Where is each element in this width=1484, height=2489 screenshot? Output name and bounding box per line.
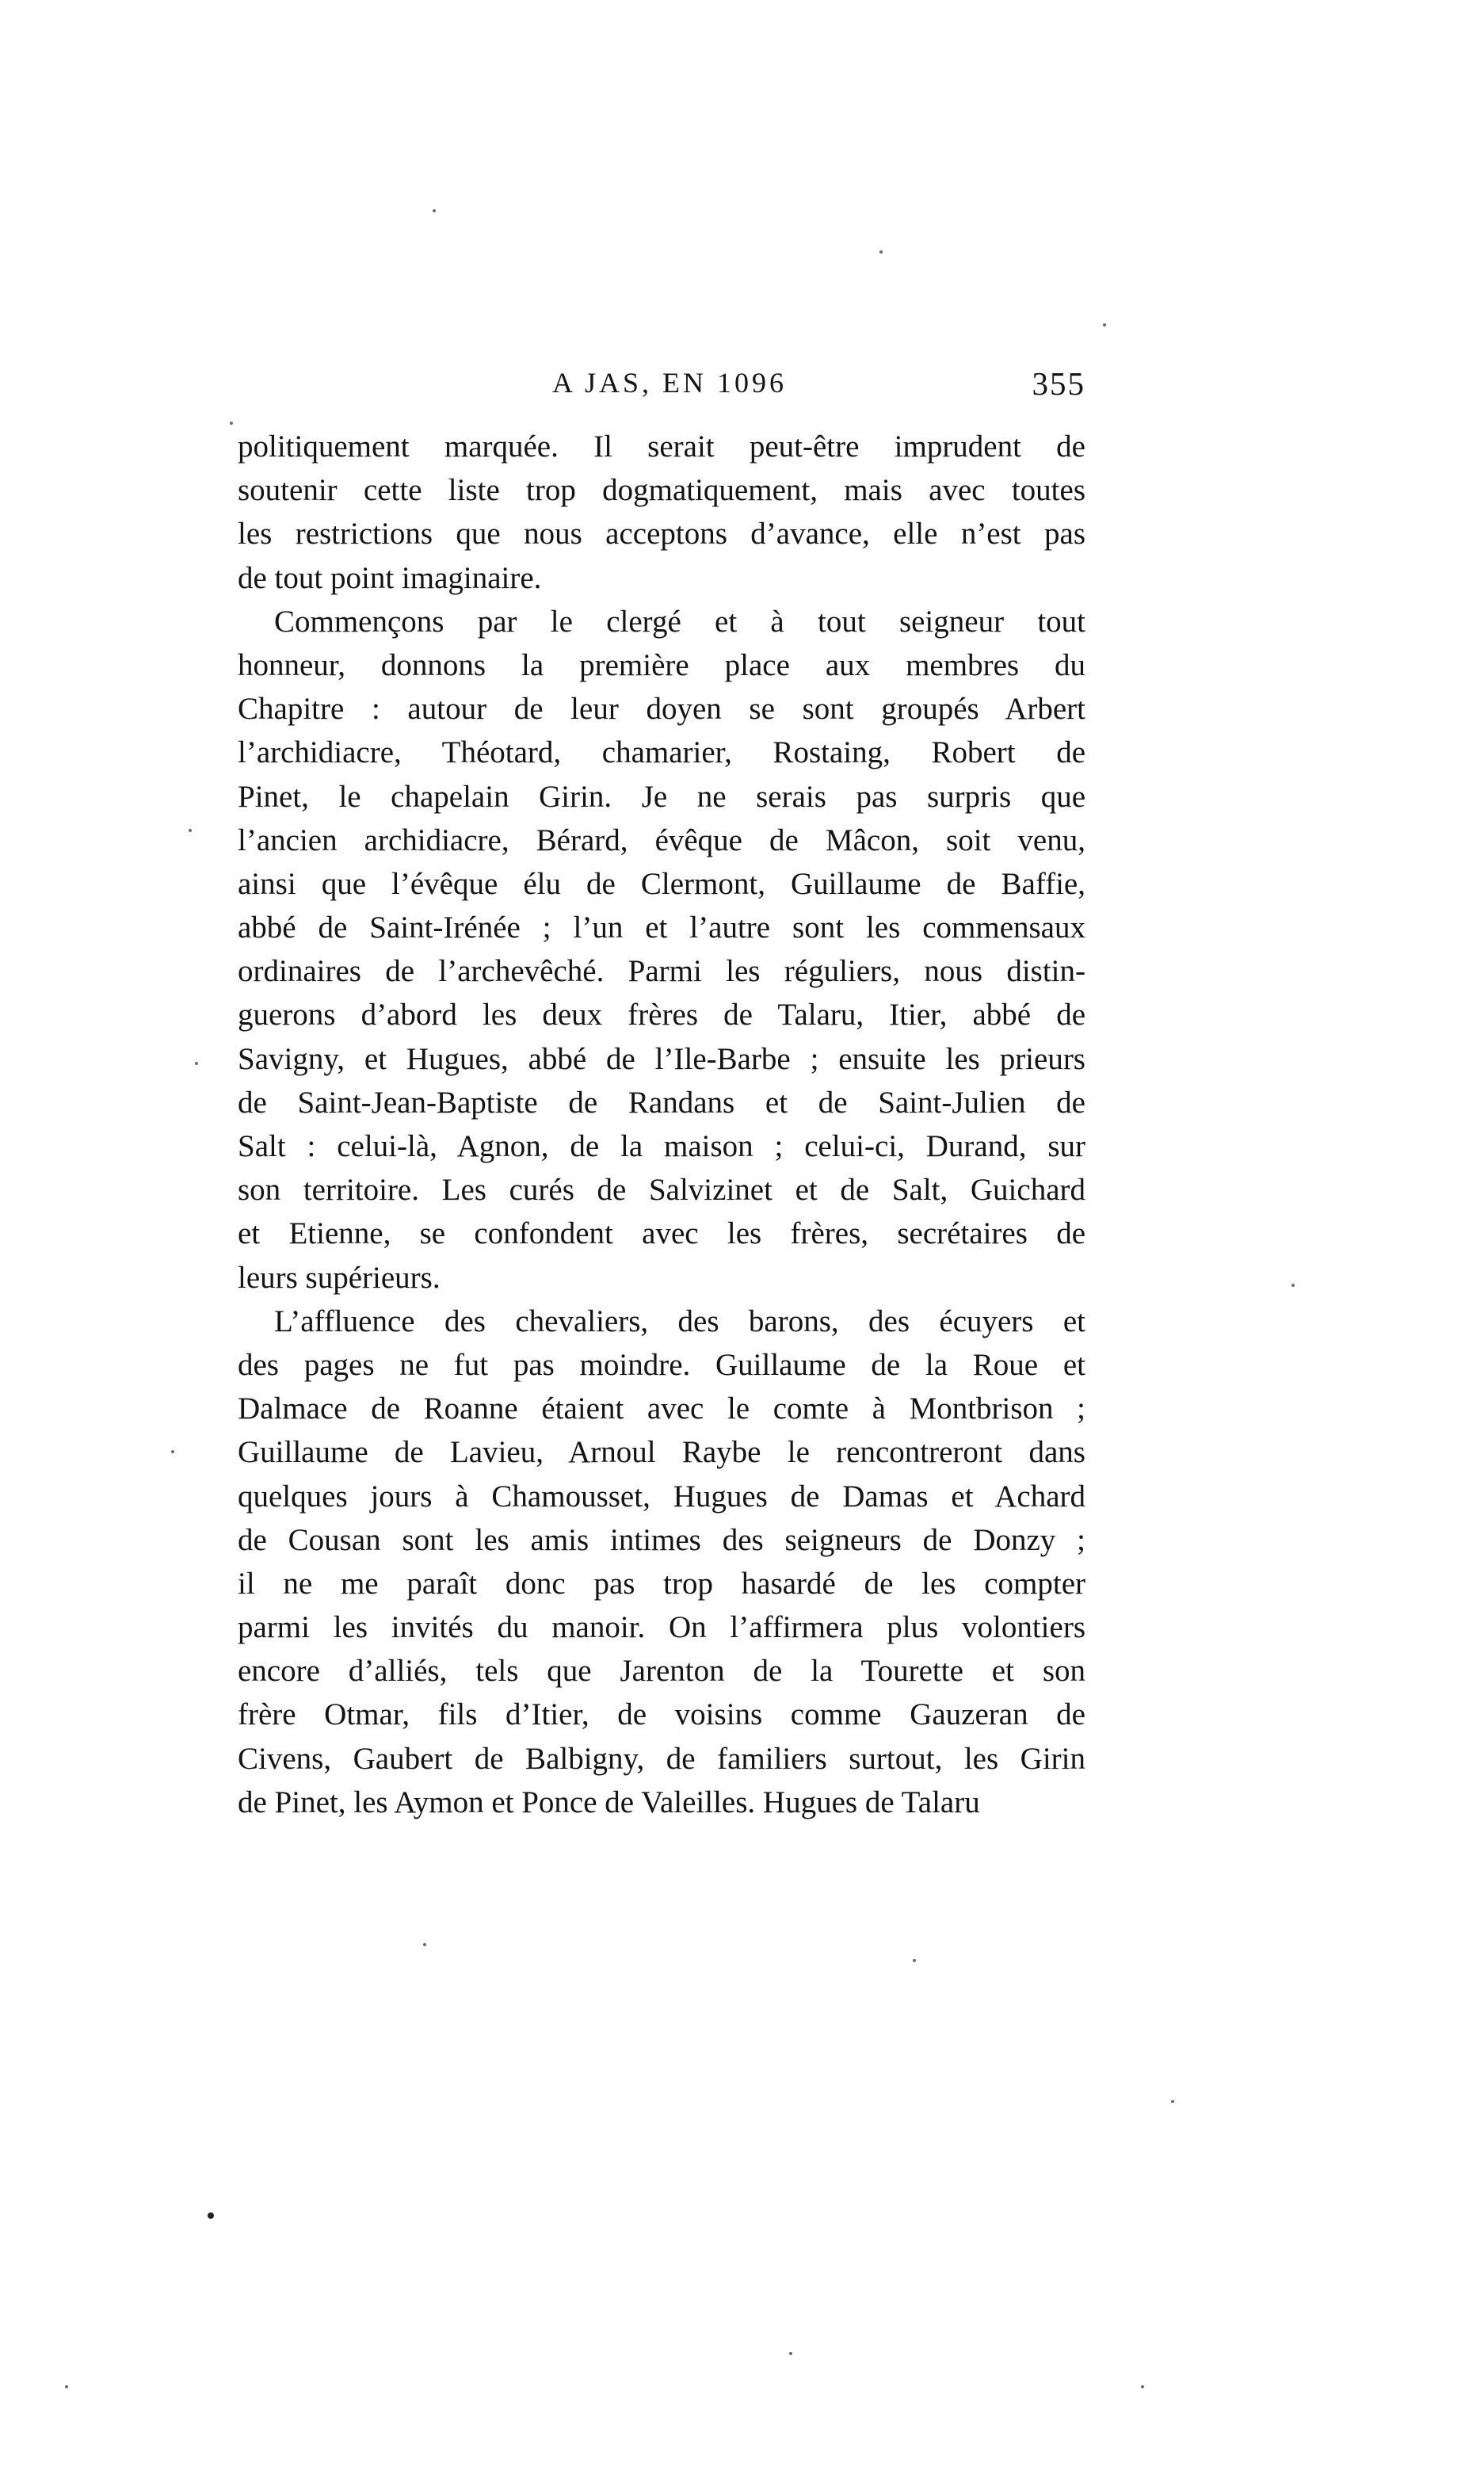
text-line: abbé de Saint-Irénée ; l’un et l’autre sont les commensaux [238, 910, 1085, 945]
scan-speck [1103, 323, 1106, 326]
scan-speck [189, 829, 192, 832]
text-line: l’archidiacre, Théotard, chamarier, Rostaing, Robert de [238, 735, 1085, 770]
text-line: leurs supérieurs. [238, 1260, 441, 1295]
scan-speck [1171, 2100, 1174, 2103]
text-line: Salt : celui-là, Agnon, de la maison ; celui-ci, Durand, sur [238, 1129, 1085, 1163]
text-line: politiquement marquée. Il serait peut-être imprudent de [238, 429, 1085, 464]
paragraph [238, 600, 1085, 1300]
text-line: ordinaires de l’archevêché. Parmi les réguliers, nous distin- [238, 954, 1085, 989]
scan-speck [65, 2385, 68, 2388]
text-line: Chapitre : autour de leur doyen se sont groupés Arbert [238, 692, 1085, 727]
text-line: encore d’alliés, tels que Jarenton de la Tourette et son [238, 1654, 1085, 1689]
text-line: soutenir cette liste trop dogmatiquement, mais avec toutes [238, 473, 1085, 508]
page-number: 355 [1032, 365, 1085, 402]
text-line: L’affluence des chevaliers, des barons, des écuyers et [274, 1304, 1085, 1338]
text-line: Commençons par le clergé et à tout seigneur tout [274, 604, 1085, 639]
text-line: de Saint-Jean-Baptiste de Randans et de Saint-Julien de [238, 1085, 1085, 1120]
scan-speck [171, 1450, 174, 1453]
paragraph [238, 425, 1085, 600]
running-title: A JAS, EN 1096 [551, 367, 788, 399]
running-head [238, 366, 1085, 414]
paragraph [238, 1300, 1085, 1824]
scan-speck [913, 1959, 916, 1962]
scan-speck [1291, 1284, 1295, 1287]
text-line: de Cousan sont les amis intimes des seigneurs de Donzy ; [238, 1522, 1085, 1557]
text-line: de Pinet, les Aymon et Ponce de Valeilles. Hugues de Talaru [238, 1785, 980, 1819]
text-line: Savigny, et Hugues, abbé de l’Ile-Barbe ; ensuite les prieurs [238, 1041, 1085, 1076]
text-line: il ne me paraît donc pas trop hasardé de les compter [238, 1566, 1085, 1601]
text-line: l’ancien archidiacre, Bérard, évêque de Mâcon, soit venu, [238, 823, 1085, 857]
body-text [238, 425, 1085, 1824]
text-line: guerons d’abord les deux frères de Talaru, Itier, abbé de [238, 998, 1085, 1033]
text-line: quelques jours à Chamousset, Hugues de Damas et Achard [238, 1479, 1085, 1514]
text-line: Guillaume de Lavieu, Arnoul Raybe le rencontreront dans [238, 1435, 1085, 1470]
text-line: ainsi que l’évêque élu de Clermont, Guillaume de Baffie, [238, 866, 1085, 901]
text-line: et Etienne, se confondent avec les frères, secrétaires de [238, 1216, 1085, 1251]
scan-speck [208, 2212, 214, 2219]
text-line: frère Otmar, fils d’Itier, de voisins comme Gauzeran de [238, 1697, 1085, 1732]
text-line: parmi les invités du manoir. On l’affirmera plus volontiers [238, 1610, 1085, 1645]
text-line: de tout point imaginaire. [238, 560, 542, 595]
text-line: Dalmace de Roanne étaient avec le comte à Montbrison ; [238, 1391, 1085, 1426]
text-line: honneur, donnons la première place aux membres du [238, 647, 1085, 682]
scan-speck [1141, 2385, 1144, 2388]
text-line: des pages ne fut pas moindre. Guillaume de la Roue et [238, 1347, 1085, 1382]
text-line: les restrictions que nous acceptons d’avance, elle n’est pas [238, 517, 1085, 552]
scan-speck [423, 1943, 426, 1946]
scan-speck [195, 1062, 198, 1065]
text-line: Civens, Gaubert de Balbigny, de familiers surtout, les Girin [238, 1741, 1085, 1776]
scan-speck [789, 2352, 792, 2355]
scan-speck [230, 422, 233, 425]
scan-speck [433, 209, 436, 212]
text-line: son territoire. Les curés de Salvizinet et de Salt, Guichard [238, 1173, 1085, 1208]
scan-speck [879, 250, 883, 254]
text-line: Pinet, le chapelain Girin. Je ne serais pas surpris que [238, 779, 1085, 814]
